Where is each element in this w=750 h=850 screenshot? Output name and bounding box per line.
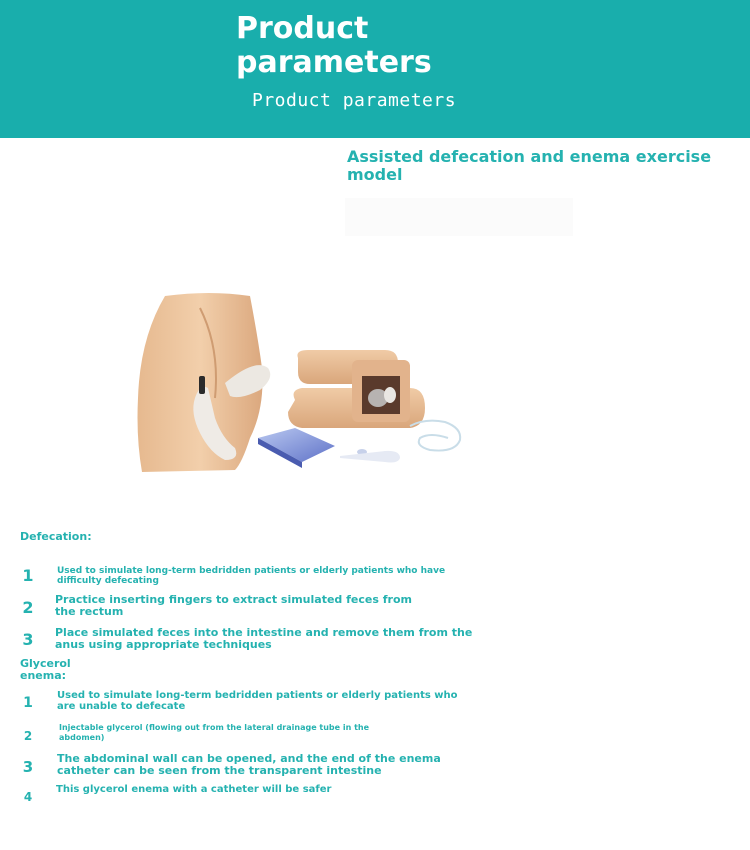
bulb-syringe [340,451,400,463]
list-item: Injectable glycerol (flowing out from the lateral drainage tube in the abdomen) [59,723,370,742]
glycerol-enema-heading: Glycerol enema: [20,657,71,682]
defecation-heading: Defecation: [20,530,92,543]
list-item-number: 3 [22,630,34,649]
list-item-number: 4 [23,790,33,804]
list-item: Place simulated feces into the intestine and remove them from the anus using appropriate techniques [55,626,473,651]
list-item-number: 1 [23,695,33,711]
list-item: Practice inserting fingers to extract simulated feces from the rectum [55,593,412,618]
faint-placeholder-strip [345,198,573,236]
banner-subtitle: Product parameters [252,90,457,111]
list-item: Used to simulate long-term bedridden patients or elderly patients who are unable to defecate [57,690,458,712]
list-item: This glycerol enema with a catheter will be safer [56,784,332,795]
product-title: Assisted defecation and enema exercise model [347,147,712,184]
list-item: The abdominal wall can be opened, and the end of the enema catheter can be seen from the transparent intestine [57,752,441,777]
banner-title: Product parameters [236,11,432,80]
list-item-number: 2 [22,598,34,617]
enema-training-model-photo [130,288,470,478]
list-item: Used to simulate long-term bedridden patients or elderly patients who have difficulty defecating [57,566,446,586]
header-banner [0,0,750,138]
list-item-number: 1 [22,566,34,585]
list-item-number: 2 [23,729,33,743]
list-item-number: 3 [22,758,34,776]
